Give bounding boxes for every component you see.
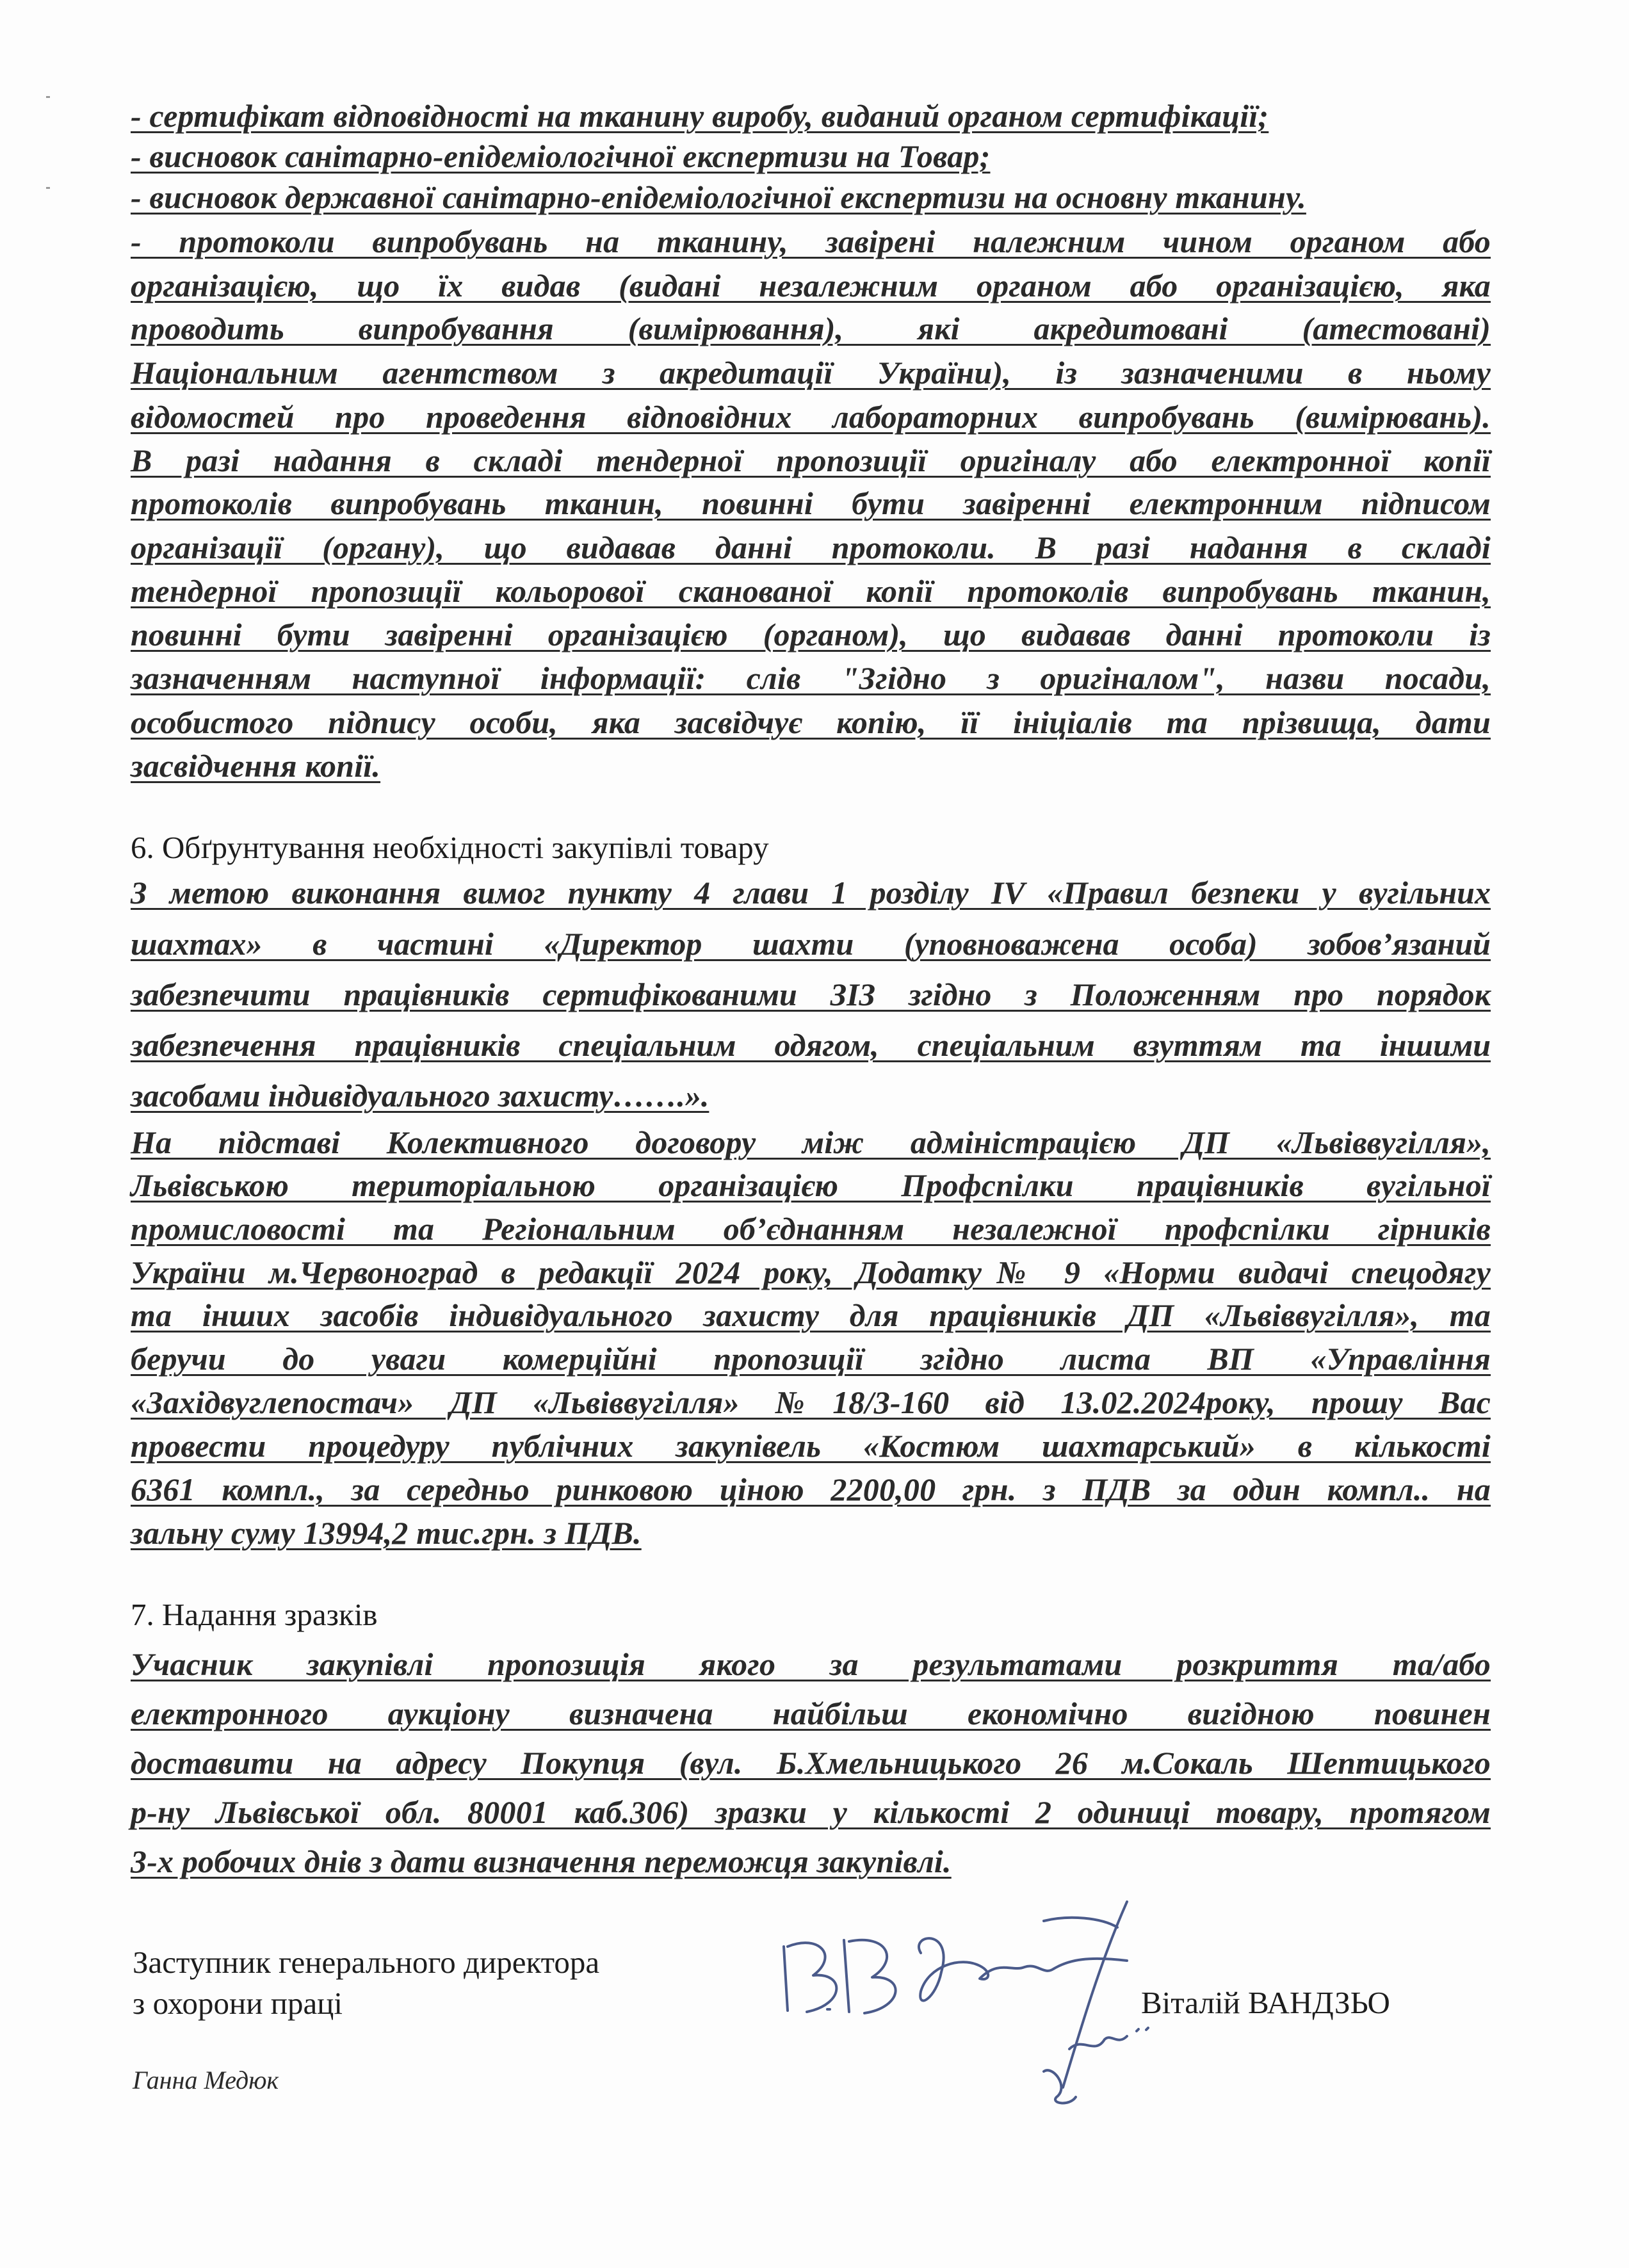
text-line: повинні бути завіренні організацією (органом), що видавав данні протоколи із [131, 617, 1491, 652]
text-line: На підставі Колективного договору між адміністрацією ДП «Львіввугілля», [131, 1124, 1491, 1160]
scan-mark [46, 187, 50, 189]
section-6-heading: 6. Обґрунтування необхідності закупівлі товару [131, 830, 769, 865]
text-line: засобами індивідуального захисту…….». [131, 1078, 709, 1114]
text-line: - висновок санітарно-епідеміологічної експертизи на Товар; [131, 138, 991, 174]
prepared-by: Ганна Медюк [133, 2066, 279, 2094]
text-line: - висновок державної санітарно-епідеміологічної експертизи на основну тканину. [131, 179, 1306, 215]
signatory-position: Заступник генерального директора [133, 1945, 600, 1980]
text-line: - сертифікат відповідності на тканину виробу, виданий органом сертифікації; [131, 98, 1269, 134]
signatory-name: Віталій ВАНДЗЬО [1141, 1985, 1390, 2020]
text-line: З метою виконання вимог пункту 4 глави 1 розділу IV «Правил безпеки у вугільних [131, 875, 1491, 911]
text-line: промисловості та Регіональним об’єднанням незалежної профспілки гірників [131, 1211, 1491, 1247]
text-line: та інших засобів індивідуального захисту для працівників ДП «Львіввугілля», та [131, 1297, 1491, 1333]
text-line: «Західвуглепостач» ДП «Львіввугілля» №18/3-160 від 13.02.2024року, прошу Вас [131, 1384, 1491, 1420]
signatory-position: з охорони праці [133, 1986, 343, 2021]
text-line: електронного аукціону визначена найбільш економічно вигідною повинен [131, 1696, 1491, 1731]
text-line: відомостей про проведення відповідних лабораторних випробувань (вимірювань). [131, 399, 1491, 435]
text-line: зальну суму 13994,2 тис.грн. з ПДВ. [131, 1515, 642, 1551]
text-line: забезпечити працівників сертифікованими ЗІЗ згідно з Положенням про порядок [131, 976, 1491, 1012]
text-line: Львівською територіальною організацією Профспілки працівників вугільної [131, 1167, 1491, 1203]
text-line: беручи до уваги комерційні пропозиції згідно листа ВП «Управління [131, 1341, 1491, 1377]
scan-mark [46, 96, 50, 98]
text-line: засвідчення копії. [131, 748, 381, 784]
text-line: протоколів випробувань тканин, повинні бути завіренні електронним підписом [131, 485, 1491, 521]
text-line: особистого підпису особи, яка засвідчує копію, її ініціалів та прізвища, дати [131, 704, 1491, 740]
text-line: доставити на адресу Покупця (вул. Б.Хмельницького 26 м.Сокаль Шептицького [131, 1745, 1491, 1781]
section-7-heading: 7. Надання зразків [131, 1597, 378, 1632]
text-line: 6361 компл., за середньо ринковою ціною 2200,00 грн. з ПДВ за один компл.. на [131, 1471, 1491, 1507]
text-line: України м.Червоноград в редакції 2024 року, Додатку№ 9 «Норми видачі спецодягу [131, 1254, 1491, 1290]
text-line: В разі надання в складі тендерної пропозиції оригіналу або електронної копії [131, 442, 1491, 478]
text-line: Національним агентством з акредитації України), із зазначеними в ньому [131, 355, 1491, 391]
text-line: - протоколи випробувань на тканину, завірені належним чином органом або [131, 223, 1491, 259]
text-line: забезпечення працівників спеціальним одягом, спеціальним взуттям та іншими [131, 1027, 1491, 1063]
text-line: р-ну Львівської обл. 80001 каб.306) зразки у кількості 2 одиниці товару, протягом [131, 1794, 1491, 1830]
text-line: шахтах» в частині «Директор шахти (уповноважена особа) зобов’язаний [131, 926, 1491, 962]
text-line: Учасник закупівлі пропозиція якого за результатами розкриття та/або [131, 1646, 1491, 1682]
text-line: 3-х робочих днів з дати визначення переможця закупівлі. [131, 1843, 952, 1879]
text-line: провести процедуру публічних закупівель «Костюм шахтарський» в кількості [131, 1428, 1491, 1464]
text-line: організації (органу), що видавав данні протоколи. В разі надання в складі [131, 530, 1491, 565]
text-line: зазначенням наступної інформації: слів "Згідно з оригіналом", назви посади, [131, 660, 1491, 696]
text-line: тендерної пропозиції кольорової сканованої копії протоколів випробувань тканин, [131, 573, 1491, 609]
text-line: проводить випробування (вимірювання), які акредитовані (атестовані) [131, 311, 1491, 346]
text-line: організацією, що їх видав (видані незалежним органом або організацією, яка [131, 268, 1491, 304]
